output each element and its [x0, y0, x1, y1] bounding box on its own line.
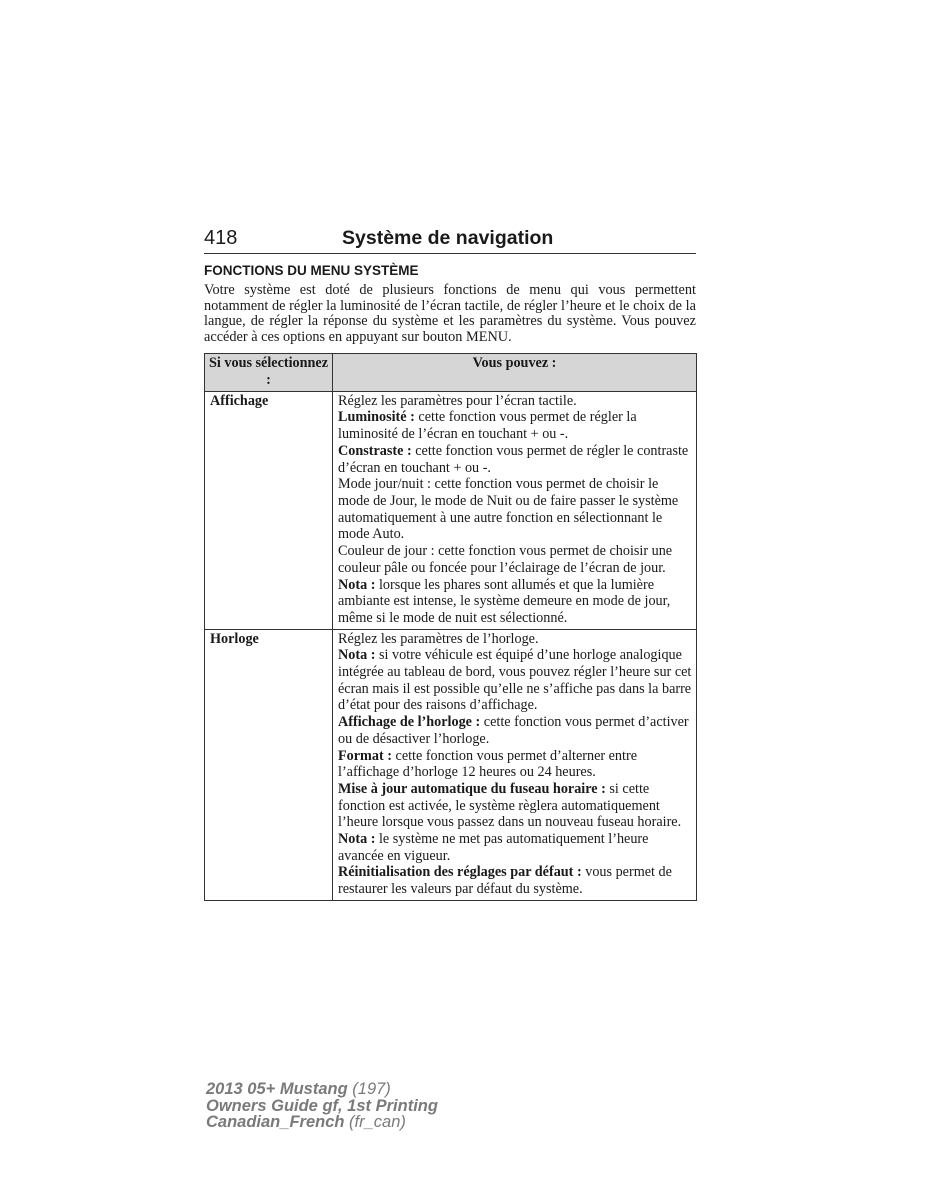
- row-description-affichage: [333, 391, 697, 629]
- paragraph-lead: Constraste :: [338, 442, 412, 459]
- paragraph-lead: Affichage de l’horloge :: [338, 714, 481, 731]
- table-row: [205, 391, 697, 629]
- footer-model-code: (197): [347, 1080, 391, 1098]
- table-row: [205, 629, 697, 900]
- chapter-title: Système de navigation: [342, 227, 554, 249]
- paragraph-lead: Nota :: [338, 831, 376, 848]
- paragraph-text: Réglez les paramètres pour l’écran tactile.: [338, 392, 577, 409]
- paragraph: [338, 443, 692, 476]
- footer-line: [206, 1114, 438, 1131]
- paragraph-lead: Nota :: [338, 576, 376, 593]
- footer-guide: Owners Guide gf, 1st Printing: [206, 1096, 438, 1115]
- row-description-horloge: [333, 629, 697, 900]
- paragraph: [338, 864, 692, 897]
- row-label-horloge: Horloge: [205, 629, 333, 900]
- paragraph-text: cette fonction vous permet de régler le contraste d’écran en touchant + ou -.: [338, 442, 689, 476]
- intro-paragraph: Votre système est doté de plusieurs fonctions de menu qui vous permettent notamment de régler la luminosité de l’écran tactile, de régler l’heure et le choix de la langue, de régler la réponse du système et les paramètres du système. Vous pouvez accéder à ces options en appuyant sur bouton MENU.: [204, 282, 696, 345]
- paragraph: [338, 748, 692, 781]
- table-header-row: [205, 354, 697, 391]
- paragraph-text: Réglez les paramètres de l’horloge.: [338, 630, 539, 647]
- paragraph: [338, 647, 692, 714]
- paragraph-text: vous permet de restaurer les valeurs par défaut du système.: [338, 864, 672, 898]
- page-header: [204, 220, 696, 254]
- footer-line: [206, 1081, 438, 1098]
- paragraph: [338, 714, 692, 747]
- paragraph-text: si cette fonction est activée, le système règlera automatiquement l’heure lorsque vous passez dans un nouveau fuseau horaire.: [338, 780, 682, 831]
- paragraph: [338, 781, 692, 865]
- manual-page: [204, 220, 696, 901]
- footer-language-code: (fr_can): [344, 1113, 406, 1131]
- paragraph: [338, 631, 692, 648]
- paragraph-lead: Luminosité :: [338, 409, 415, 426]
- paragraph-text: le système ne met pas automatiquement l’heure avancée en vigueur.: [338, 831, 649, 864]
- options-table: [204, 353, 697, 901]
- column-header-actions: Vous pouvez :: [333, 354, 697, 391]
- paragraph-text: Mode jour/nuit : cette fonction vous permet de choisir le mode de Jour, le mode de Nuit ou de faire passer le système automatiquement à une autre fonction en sélectionnant le mode Auto.: [338, 476, 679, 543]
- paragraph-text: cette fonction vous permet de régler la luminosité de l’écran en touchant + ou -.: [338, 409, 637, 443]
- paragraph: [338, 577, 692, 627]
- footer-language: Canadian_French: [206, 1113, 345, 1131]
- paragraph-lead: Réinitialisation des réglages par défaut :: [338, 864, 582, 881]
- paragraph-text: si votre véhicule est équipé d’une horloge analogique intégrée au tableau de bord, vous pouvez régler l’heure sur cet écran mais il est possible qu’elle ne s’affiche pas dans la barre d’état pour des raisons d’affichage.: [338, 647, 692, 714]
- paragraph-text: lorsque les phares sont allumés et que la lumière ambiante est intense, le système demeure en mode de jour, même si le mode de nuit est sélectionné.: [338, 576, 671, 626]
- footer-model: 2013 05+ Mustang: [206, 1080, 348, 1098]
- column-header-selection: Si vous sélectionnez :: [205, 354, 333, 391]
- paragraph-text: cette fonction vous permet d’activer ou de désactiver l’horloge.: [338, 714, 689, 747]
- row-label-affichage: Affichage: [205, 391, 333, 629]
- paragraph-lead: Nota :: [338, 647, 376, 664]
- paragraph: [338, 543, 692, 576]
- paragraph-text: cette fonction vous permet d’alterner entre l’affichage d’horloge 12 heures ou 24 heures.: [338, 747, 637, 781]
- paragraph-lead: Mise à jour automatique du fuseau horaire :: [338, 780, 606, 797]
- page-number: 418: [204, 227, 238, 249]
- print-footer: [206, 1081, 438, 1131]
- section-heading: FONCTIONS DU MENU SYSTÈME: [204, 263, 419, 278]
- paragraph: [338, 393, 692, 410]
- paragraph: [338, 476, 692, 543]
- paragraph: [338, 409, 692, 442]
- footer-line: [206, 1098, 438, 1115]
- paragraph-text: Couleur de jour : cette fonction vous permet de choisir une couleur pâle ou foncée pour l’éclairage de l’écran de jour.: [338, 543, 673, 576]
- paragraph-lead: Format :: [338, 747, 392, 764]
